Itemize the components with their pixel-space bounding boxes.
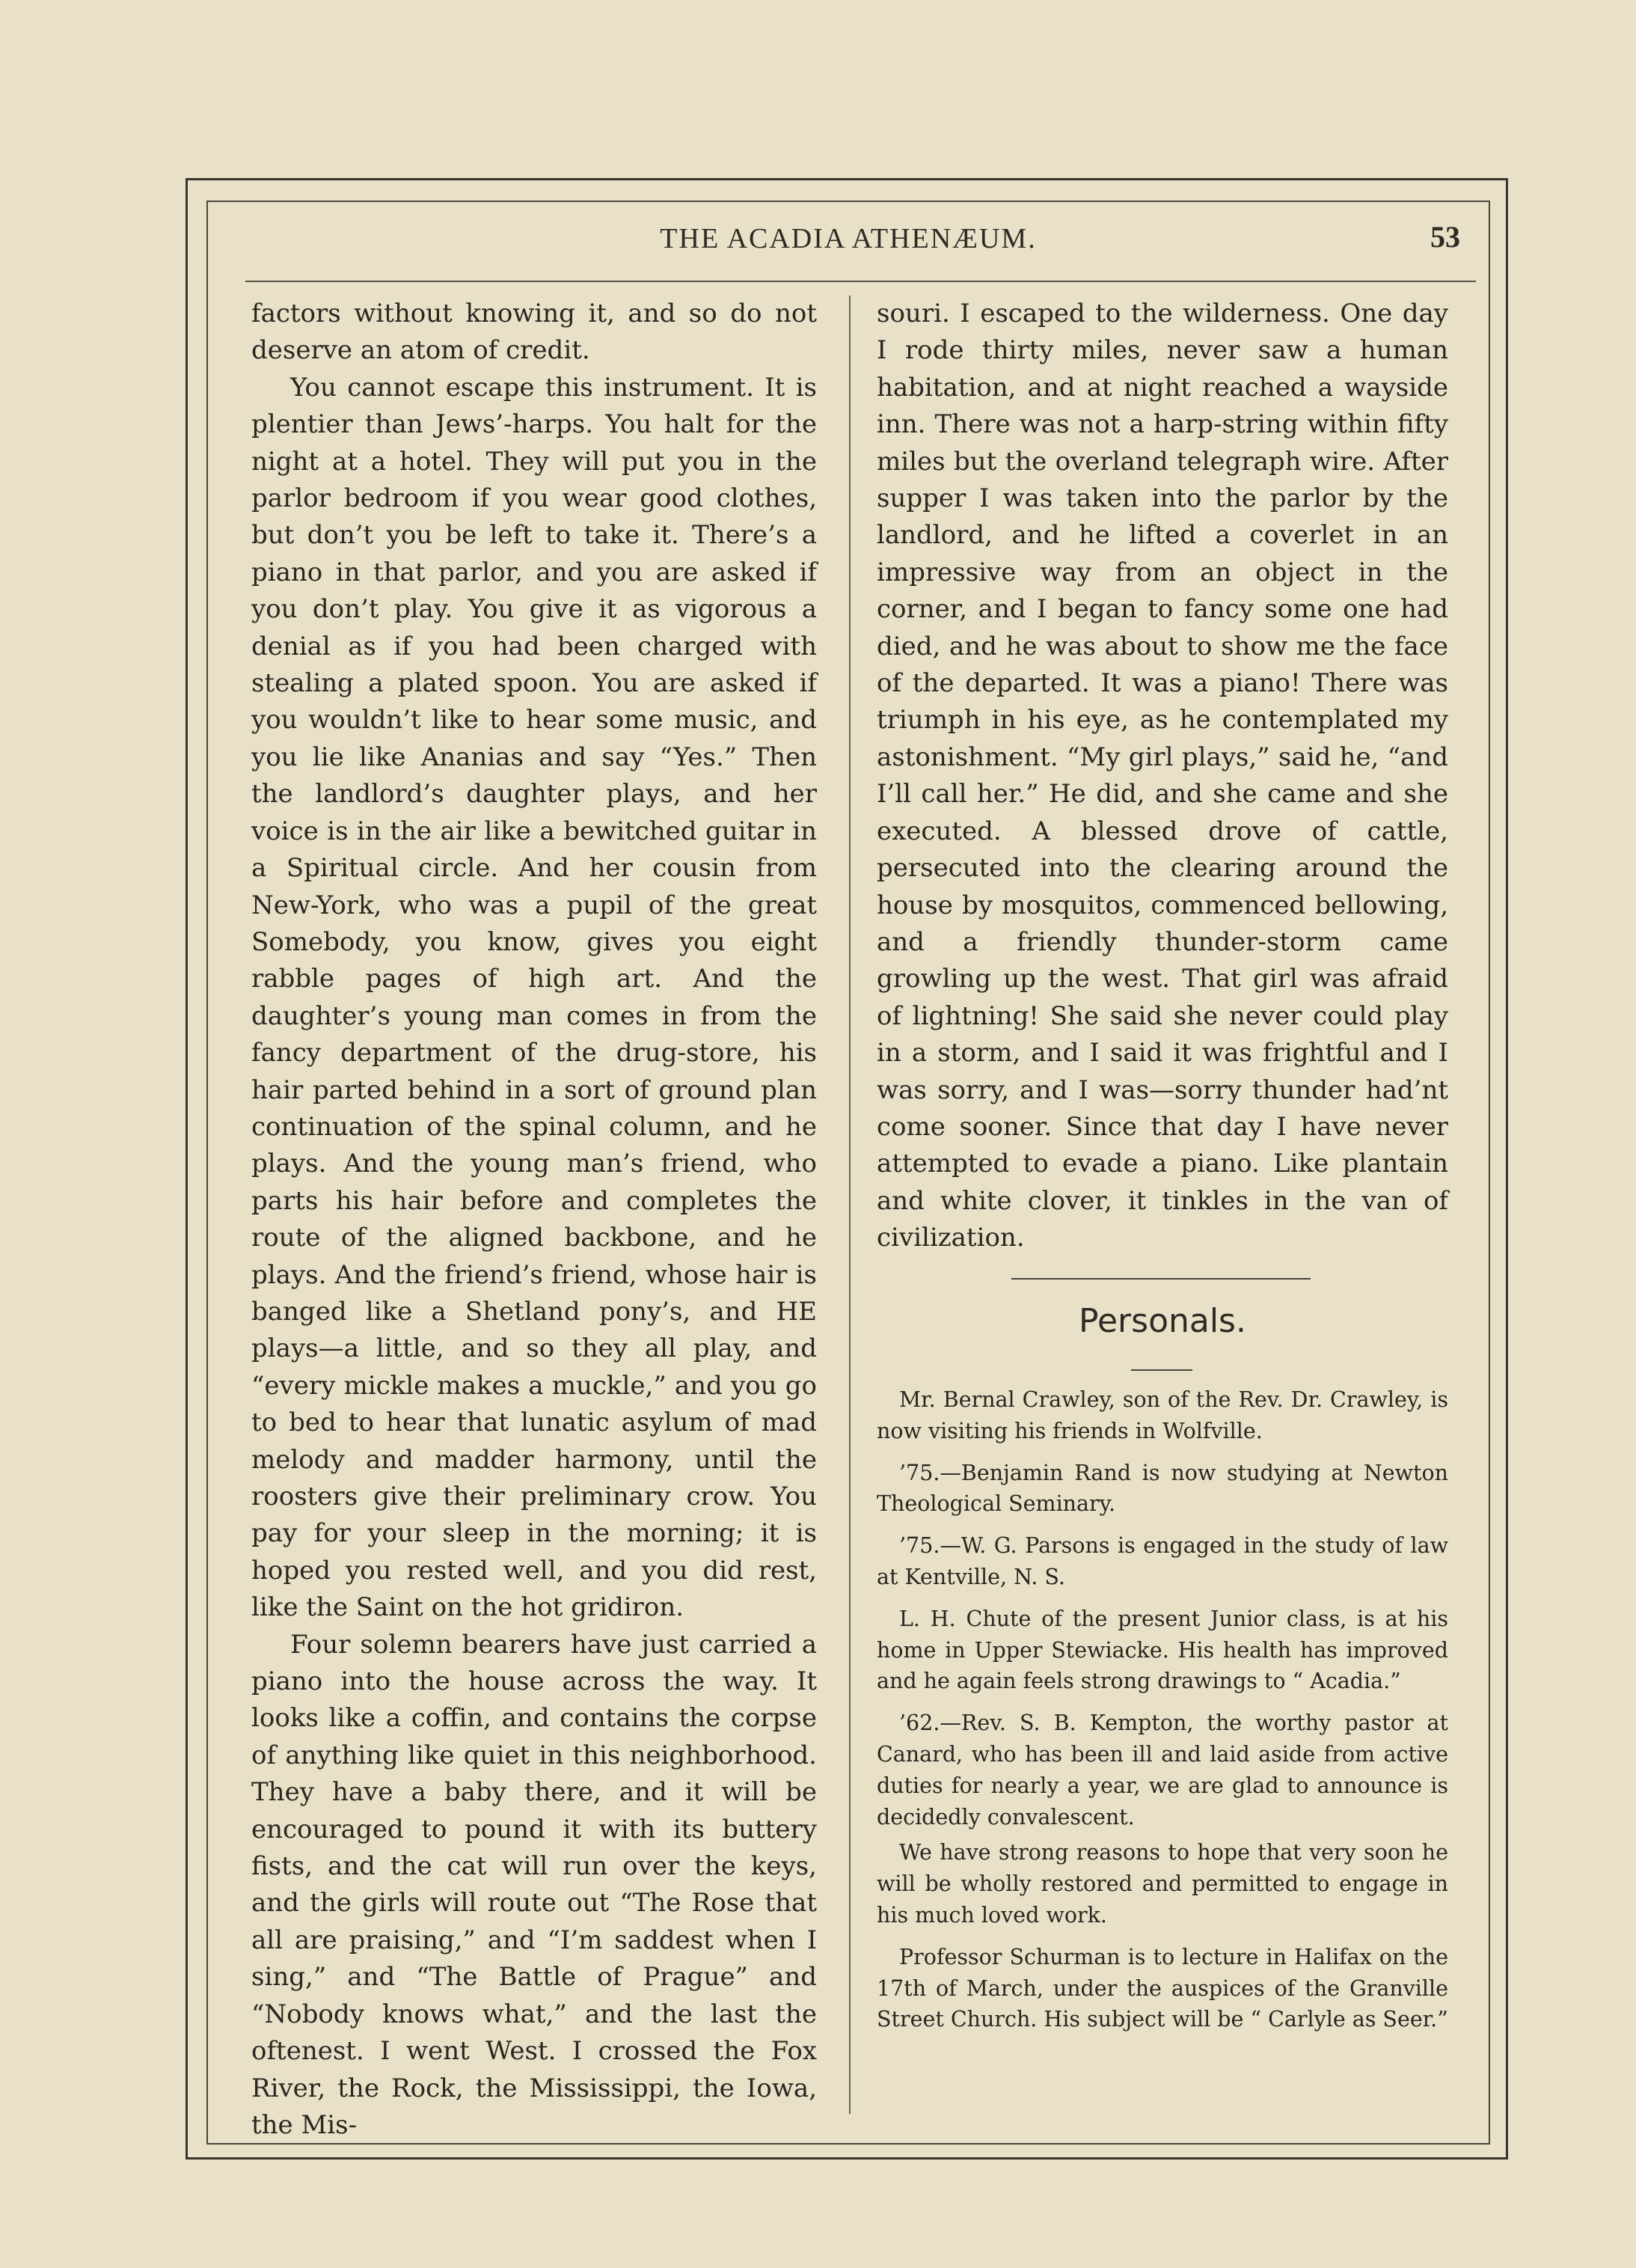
article-paragraph: factors without knowing it, and so do not deserve an atom of credit. (251, 299, 817, 366)
personal-item: ’75.—Benjamin Rand is now studying at Newton Theological Seminary. (877, 1460, 1448, 1517)
header-rule (245, 281, 1476, 282)
right-column (877, 296, 1448, 1257)
page-number: 53 (1430, 220, 1460, 254)
section-rule (1011, 1278, 1311, 1280)
article-paragraph: souri. I escaped to the wilderness. One day I rode thirty miles, never saw a human habitation, and at night reached a wayside inn. There was not a harp-string within fifty miles but the overland telegraph wire. After supper I was taken into the parlor by the landlord, and he lifted a coverlet in an impressive way from an object in the corner, and I began to fancy some one had died, and he was about to show me the face of the departed. It was a piano! There was triumph in his eye, as he contemplated my astonishment. “My girl plays,” said he, “and I’ll call her.” He did, and she came and she executed. A blessed drove of cattle, persecuted into the clearing around the house by mosquitos, commenced bellowing, and a friendly thunder-storm came growling up the west. That girl was afraid of lightning! She said she never could play in a storm, and I said it was frightful and I was sorry, and I was—sorry thunder had’nt come sooner. Since that day I have never attempted to evade a piano. Like plantain and white clover, it tinkles in the van of civilization. (877, 299, 1448, 1253)
personals-list (877, 1384, 1448, 2046)
personal-item: L. H. Chute of the present Junior class, is at his home in Upper Stewiacke. His health has improved and he again feels strong drawings to “ Acadia.” (877, 1606, 1448, 1694)
column-divider (849, 296, 851, 2114)
personal-item: ’62.—Rev. S. B. Kempton, the worthy pastor at Canard, who has been ill and laid aside from active duties for nearly a year, we are glad to announce is decidedly convalescent. (877, 1711, 1448, 1830)
page-header (206, 213, 1490, 273)
personal-item: Professor Schurman is to lecture in Halifax on the 17th of March, under the auspices of the Granville Street Church. His subject will be “ Carlyle as Seer.” (877, 1944, 1448, 2032)
journal-title: THE ACADIA ATHENÆUM. (660, 223, 1037, 254)
article-paragraph: You cannot escape this instrument. It is plentier than Jews’-harps. You halt for the night at a hotel. They will put you in the parlor bedroom if you wear good clothes, but don’t you be left to take it. There’s a piano in that parlor, and you are asked if you don’t play. You give it as vigorous a denial as if you had been charged with stealing a plated spoon. You are asked if you wouldn’t like to hear some music, and you lie like Ananias and say “Yes.” Then the landlord’s daughter plays, and her voice is in the air like a bewitched guitar in a Spiritual circle. And her cousin from New-York, who was a pupil of the great Somebody, you know, gives you eight rabble pages of high art. And the daughter’s young man comes in from the fancy department of the drug-store, his hair parted behind in a sort of ground plan continuation of the spinal column, and he plays. And the young man’s friend, who parts his hair before and completes the route of the aligned backbone, and he plays. And the friend’s friend, whose hair is banged like a Shetland pony’s, and HE plays—a little, and so they all play, and “every mickle makes a muckle,” and you go to bed to hear that lunatic asylum of mad melody and madder harmony, until the roosters give their preliminary crow. You pay for your sleep in the morning; it is hoped you rested well, and you did rest, like the Saint on the hot gridiron. (251, 372, 817, 1623)
personal-item: We have strong reasons to hope that very soon he will be wholly restored and permitted to engage in his much loved work. (877, 1840, 1448, 1928)
left-column (251, 296, 817, 2144)
personals-heading: Personals. (1079, 1302, 1246, 1340)
article-paragraph: Four solemn bearers have just carried a piano into the house across the way. It looks like a coffin, and contains the corpse of anything like quiet in this neighborhood. They have a baby there, and it will be encouraged to pound it with its buttery fists, and the cat will run over the keys, and the girls will route out “The Rose that all are praising,” and “I’m saddest when I sing,” and “The Battle of Prague” and “Nobody knows what,” and the last the oftenest. I went West. I crossed the Fox River, the Rock, the Mississippi, the Iowa, the Mis- (251, 1629, 817, 2140)
personal-item: Mr. Bernal Crawley, son of the Rev. Dr. Crawley, is now visiting his friends in Wolfville. (877, 1387, 1448, 1443)
heading-underline (1131, 1369, 1192, 1371)
personal-item: ’75.—W. G. Parsons is engaged in the study of law at Kentville, N. S. (877, 1533, 1448, 1589)
